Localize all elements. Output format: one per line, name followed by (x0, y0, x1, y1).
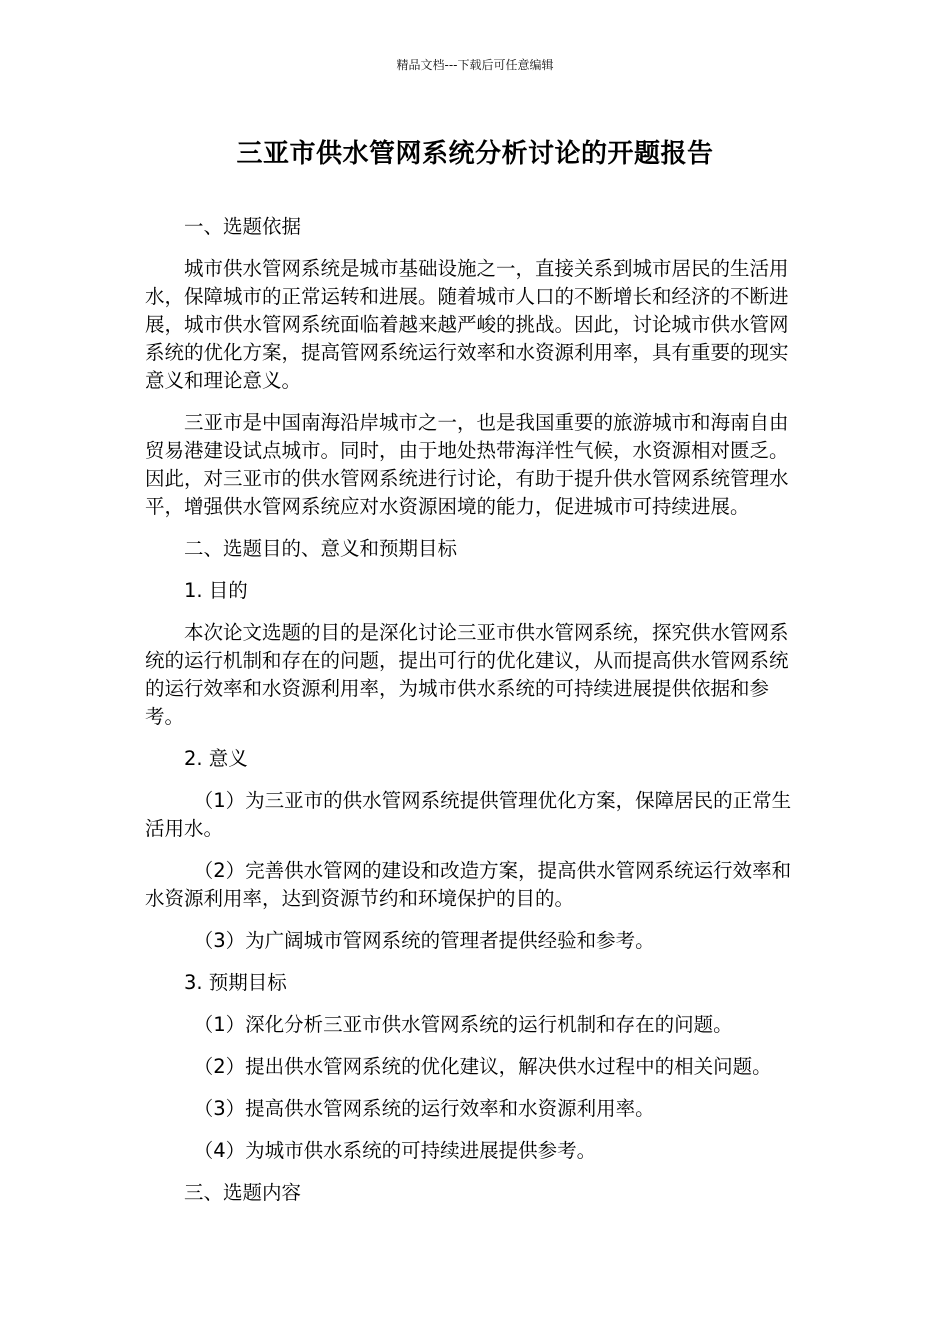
subsection-heading-goals: 3. 预期目标 (184, 971, 287, 994)
list-item: （3）提高供水管网系统的运行效率和水资源利用率。 (193, 1097, 655, 1120)
list-item: （1）深化分析三亚市供水管网系统的运行机制和存在的问题。 (193, 1013, 733, 1036)
subsection-heading-purpose: 1. 目的 (184, 579, 248, 602)
list-item: （3）为广阔城市管网系统的管理者提供经验和参考。 (193, 929, 655, 952)
list-item: （2）完善供水管网的建设和改造方案，提高供水管网系统运行效率和水资源利用率，达到资源节约和环境保护的目的。 (145, 859, 792, 910)
paragraph: 本次论文选题的目的是深化讨论三亚市供水管网系统，探究供水管网系统的运行机制和存在的问题，提出可行的优化建议，从而提高供水管网系统的运行效率和水资源利用率，为城市供水系统的可持续进展提供依据和参考。 (145, 621, 789, 728)
page-header: 精品文档---下载后可任意编辑 (396, 58, 554, 72)
section-heading-1: 一、选题依据 (184, 215, 302, 238)
subsection-heading-significance: 2. 意义 (184, 747, 248, 770)
section-heading-3: 三、选题内容 (184, 1181, 302, 1204)
section-heading-2: 二、选题目的、意义和预期目标 (184, 537, 458, 560)
document-body (145, 213, 805, 1221)
list-item: （2）提出供水管网系统的优化建议，解决供水过程中的相关问题。 (193, 1055, 772, 1078)
paragraph: 城市供水管网系统是城市基础设施之一，直接关系到城市居民的生活用水，保障城市的正常运转和进展。随着城市人口的不断增长和经济的不断进展，城市供水管网系统面临着越来越严峻的挑战。因此，讨论城市供水管网系统的优化方案，提高管网系统运行效率和水资源利用率，具有重要的现实意义和理论意义。 (145, 257, 789, 392)
list-item: （4）为城市供水系统的可持续进展提供参考。 (193, 1139, 597, 1162)
document-title: 三亚市供水管网系统分析讨论的开题报告 (236, 139, 714, 169)
list-item: （1）为三亚市的供水管网系统提供管理优化方案，保障居民的正常生活用水。 (145, 789, 792, 840)
paragraph: 三亚市是中国南海沿岸城市之一，也是我国重要的旅游城市和海南自由贸易港建设试点城市。同时，由于地处热带海洋性气候，水资源相对匮乏。因此，对三亚市的供水管网系统进行讨论，有助于提升供水管网系统管理水平，增强供水管网系统应对水资源困境的能力，促进城市可持续进展。 (145, 411, 789, 518)
